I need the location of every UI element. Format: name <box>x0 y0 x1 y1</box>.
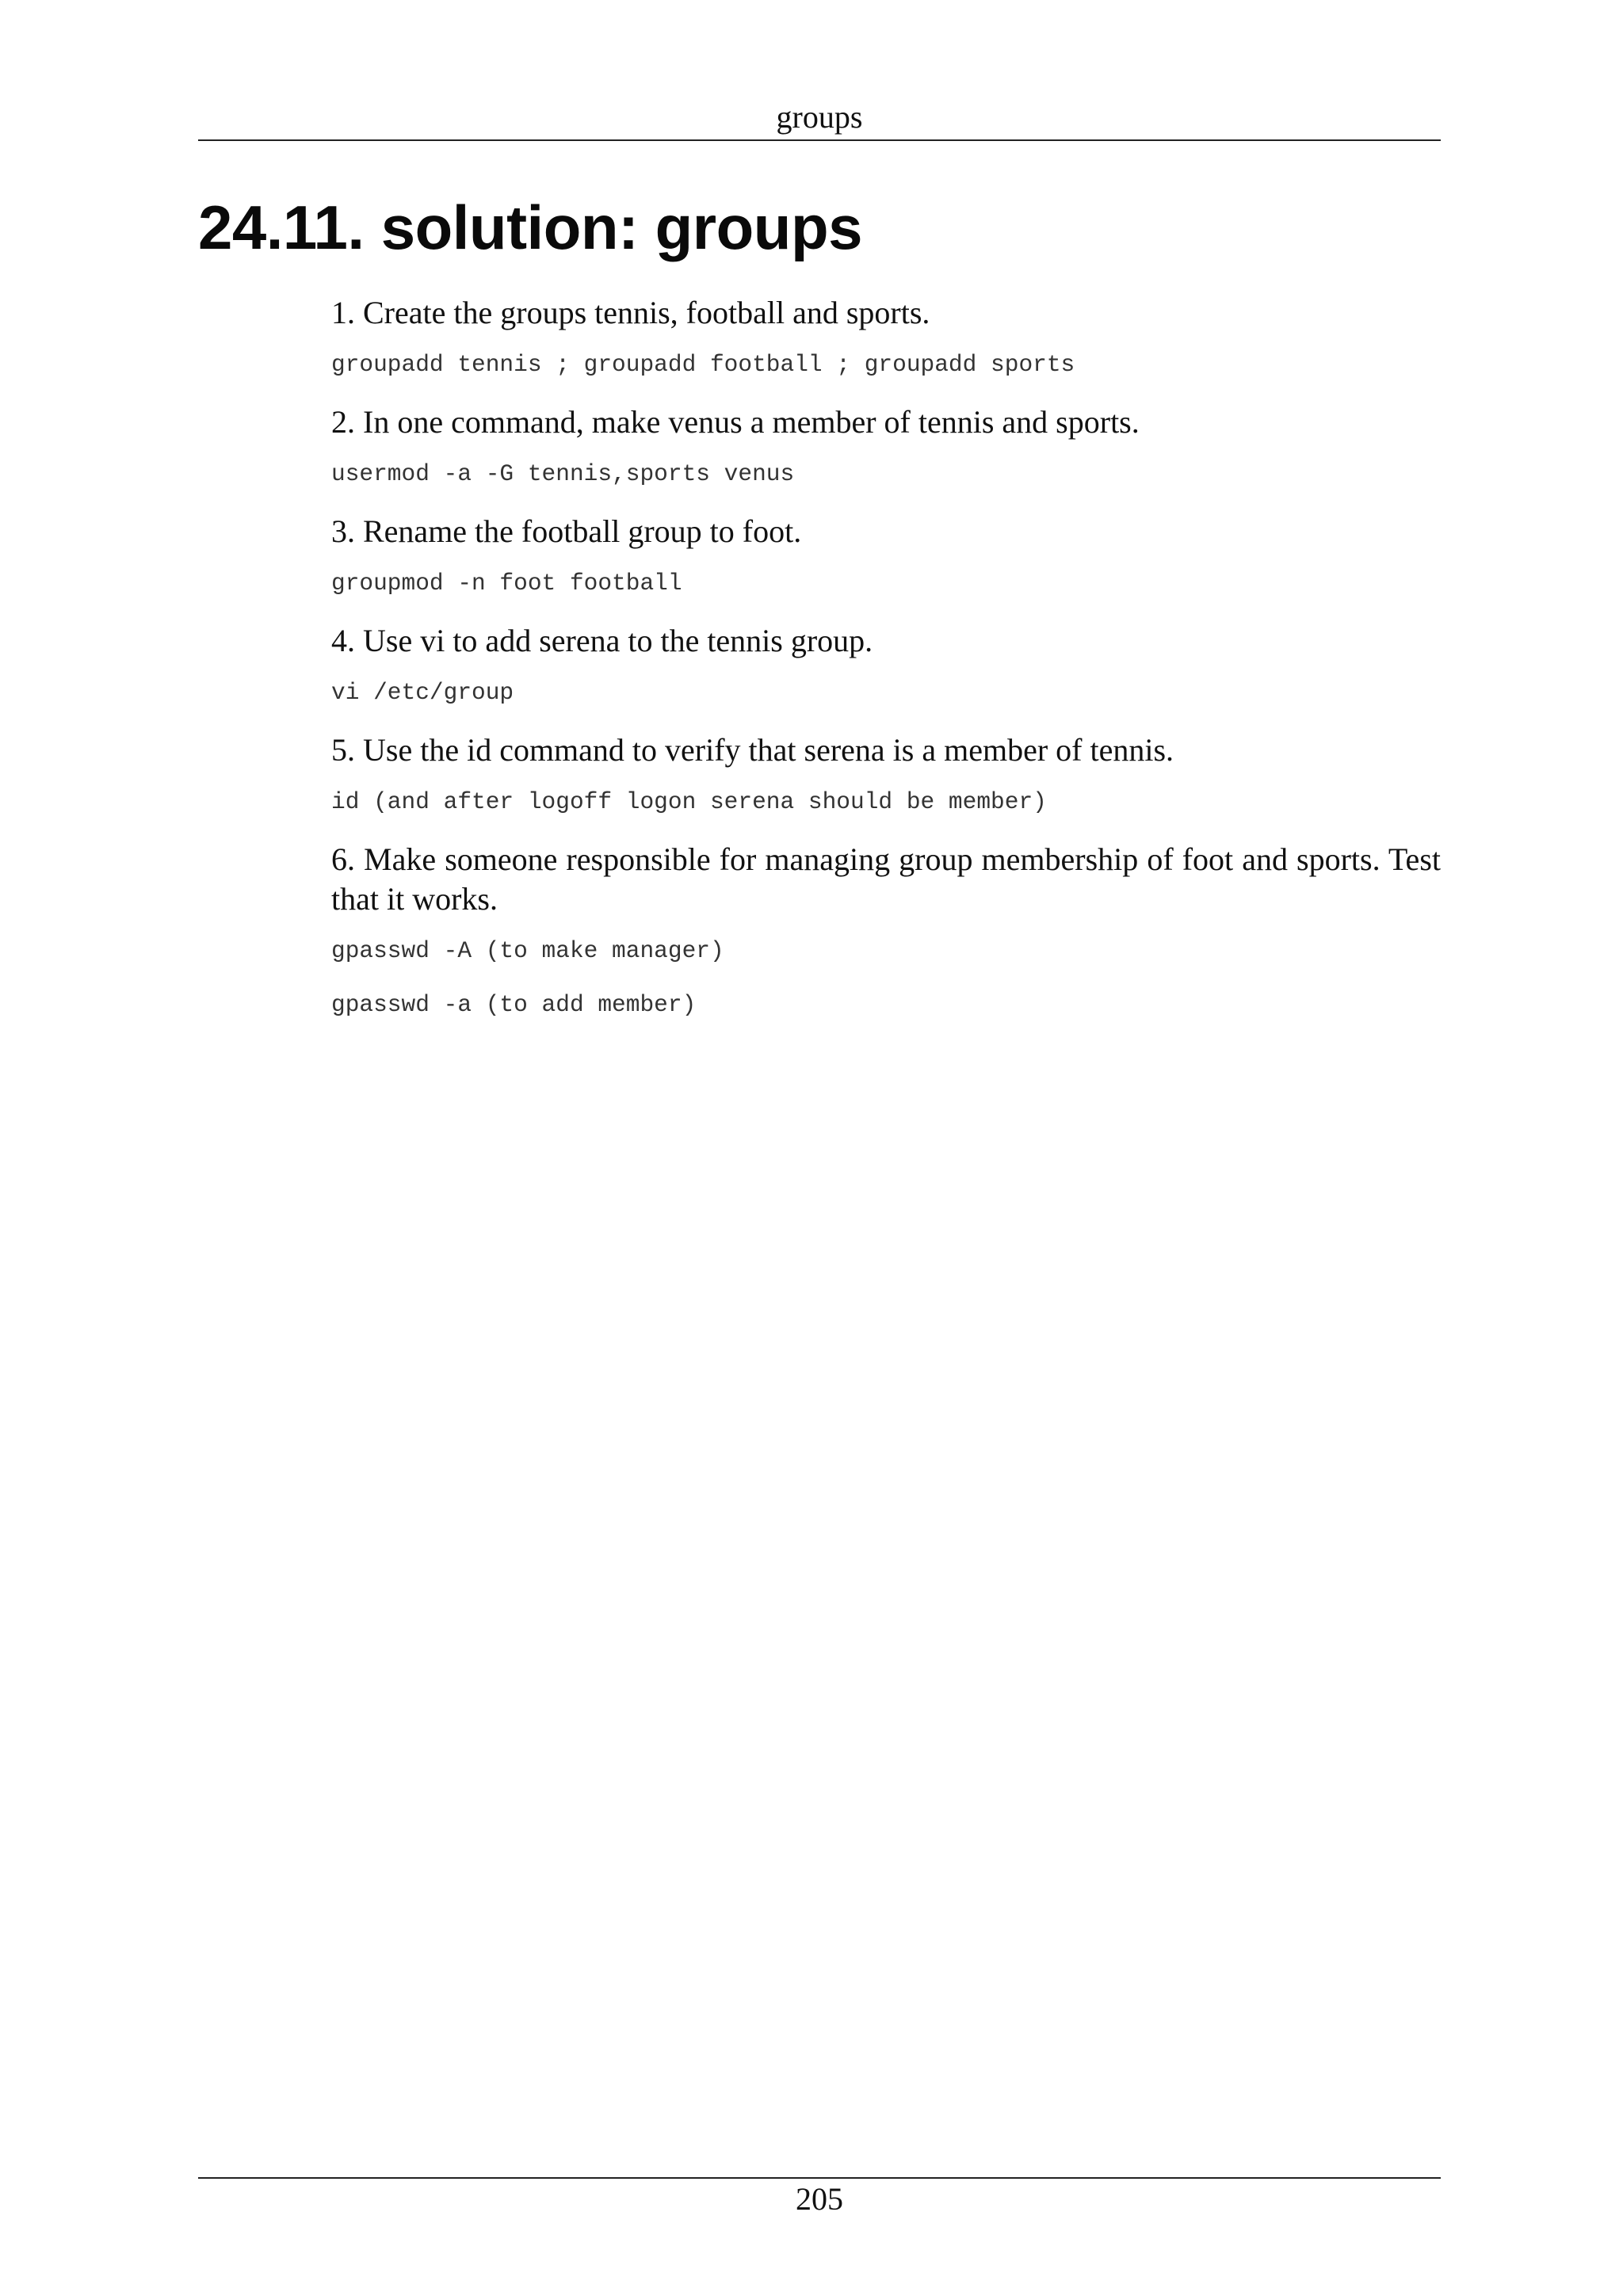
question-text: 2. In one command, make venus a member of tennis and sports. <box>331 404 1140 440</box>
question-text: 3. Rename the football group to foot. <box>331 513 802 549</box>
command-line: vi /etc/group <box>331 679 514 706</box>
list-item <box>331 730 1441 816</box>
list-item <box>331 840 1441 1019</box>
command-line: gpasswd -A (to make manager) <box>331 937 724 964</box>
command-line: gpasswd -a (to add member) <box>331 991 697 1018</box>
section-title: 24.11. solution: groups <box>198 193 862 262</box>
question-text: 1. Create the groups tennis, football and sports. <box>331 295 930 330</box>
command-line: usermod -a -G tennis,sports venus <box>331 460 795 487</box>
command-line: groupadd tennis ; groupadd football ; groupadd sports <box>331 351 1075 378</box>
list-item <box>331 621 1441 707</box>
list-item <box>331 402 1441 488</box>
solution-list <box>331 293 1441 1043</box>
list-item <box>331 293 1441 379</box>
command-line: groupmod -n foot football <box>331 570 682 597</box>
question-text: 4. Use vi to add serena to the tennis group. <box>331 623 873 658</box>
question-text: 5. Use the id command to verify that serena is a member of tennis. <box>331 732 1174 768</box>
header-rule <box>198 139 1441 141</box>
page-number: 205 <box>796 2181 843 2217</box>
command-line: id (and after logoff logon serena should be member) <box>331 788 1047 815</box>
question-text: 6. Make someone responsible for managing group membership of foot and sports. Test that it works. <box>331 841 1441 917</box>
running-header: groups <box>776 99 863 135</box>
list-item <box>331 512 1441 597</box>
